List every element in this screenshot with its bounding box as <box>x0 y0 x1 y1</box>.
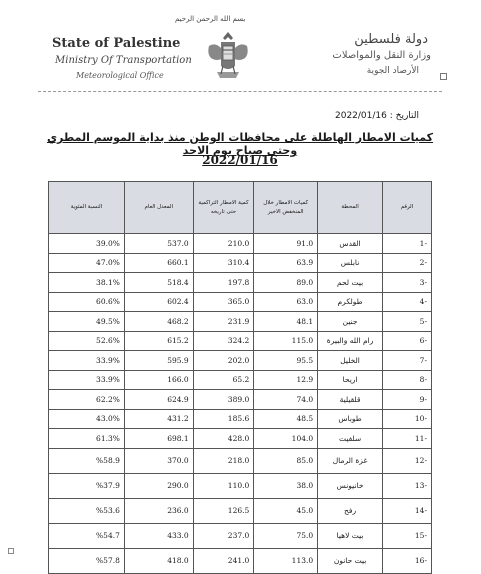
cumulative-value: 231.9 <box>193 312 254 332</box>
average-value: 660.1 <box>124 253 193 273</box>
average-value: 418.0 <box>124 548 193 573</box>
table-row <box>49 523 432 548</box>
station-name: غزة الرمال <box>318 448 383 473</box>
last-depression-value: 38.0 <box>254 473 318 498</box>
table-row <box>49 351 432 371</box>
row-index: -13 <box>382 473 431 498</box>
row-index: -16 <box>382 548 431 573</box>
last-depression-value: 85.0 <box>254 448 318 473</box>
station-name: طولكرم <box>318 292 383 312</box>
column-header-index: الرقم <box>382 182 431 234</box>
basmala-text: بسم الله الرحمن الرحيم <box>175 15 246 23</box>
last-depression-value: 115.0 <box>254 331 318 351</box>
table-row <box>49 498 432 523</box>
percentage-value: 39.0% <box>49 234 125 254</box>
cumulative-value: 324.2 <box>193 331 254 351</box>
station-name: نابلس <box>318 253 383 273</box>
row-index: -15 <box>382 523 431 548</box>
percentage-value: 33.9% <box>49 370 125 390</box>
cumulative-value: 197.8 <box>193 273 254 293</box>
column-header-percentage: النسبة المئوية <box>49 182 125 234</box>
report-heading: كميات الامطار الهاطلة على محافظات الوطن منذ بداية الموسم المطري وحتى صباح يوم الاحد <box>46 131 434 157</box>
average-value: 166.0 <box>124 370 193 390</box>
percentage-value: 62.2% <box>49 390 125 410</box>
station-name: طوباس <box>318 409 383 429</box>
station-name: قلقيلية <box>318 390 383 410</box>
percentage-value: %54.7 <box>49 523 125 548</box>
arabic-ministry-name: وزارة النقل والمواصلات <box>332 50 431 61</box>
row-index: -9 <box>382 390 431 410</box>
row-index: -11 <box>382 429 431 449</box>
cumulative-value: 389.0 <box>193 390 254 410</box>
row-index: -10 <box>382 409 431 429</box>
last-depression-value: 63.0 <box>254 292 318 312</box>
english-ministry-name: Ministry Of Transportation <box>55 55 192 66</box>
cumulative-value: 126.5 <box>193 498 254 523</box>
station-name: القدس <box>318 234 383 254</box>
last-depression-value: 45.0 <box>254 498 318 523</box>
cumulative-value: 110.0 <box>193 473 254 498</box>
station-name: خانيونس <box>318 473 383 498</box>
average-value: 602.4 <box>124 292 193 312</box>
average-value: 615.2 <box>124 331 193 351</box>
percentage-value: 33.9% <box>49 351 125 371</box>
cumulative-value: 237.0 <box>193 523 254 548</box>
column-header-station: المحطة <box>318 182 383 234</box>
row-index: -3 <box>382 273 431 293</box>
percentage-value: 60.6% <box>49 292 125 312</box>
average-value: 370.0 <box>124 448 193 473</box>
percentage-value: 43.0% <box>49 409 125 429</box>
average-value: 518.4 <box>124 273 193 293</box>
table-row <box>49 312 432 332</box>
percentage-value: 38.1% <box>49 273 125 293</box>
last-depression-value: 75.0 <box>254 523 318 548</box>
percentage-value: 61.3% <box>49 429 125 449</box>
percentage-value: %58.9 <box>49 448 125 473</box>
last-depression-value: 104.0 <box>254 429 318 449</box>
table-row <box>49 253 432 273</box>
percentage-value: 52.6% <box>49 331 125 351</box>
average-value: 468.2 <box>124 312 193 332</box>
row-index: -1 <box>382 234 431 254</box>
table-row <box>49 331 432 351</box>
last-depression-value: 48.1 <box>254 312 318 332</box>
row-index: -2 <box>382 253 431 273</box>
table-row <box>49 409 432 429</box>
row-index: -14 <box>382 498 431 523</box>
percentage-value: %57.8 <box>49 548 125 573</box>
average-value: 595.9 <box>124 351 193 371</box>
average-value: 431.2 <box>124 409 193 429</box>
cumulative-value: 365.0 <box>193 292 254 312</box>
expand-box-icon[interactable] <box>440 73 447 80</box>
station-name: بيت لاهيا <box>318 523 383 548</box>
average-value: 290.0 <box>124 473 193 498</box>
table-row <box>49 548 432 573</box>
row-index: -7 <box>382 351 431 371</box>
last-depression-value: 113.0 <box>254 548 318 573</box>
station-name: الخليل <box>318 351 383 371</box>
cumulative-value: 310.4 <box>193 253 254 273</box>
station-name: جنين <box>318 312 383 332</box>
last-depression-value: 95.5 <box>254 351 318 371</box>
cumulative-value: 65.2 <box>193 370 254 390</box>
arabic-office-name: الأرصاد الجوية <box>366 66 419 76</box>
table-row <box>49 473 432 498</box>
percentage-value: 49.5% <box>49 312 125 332</box>
cumulative-value: 210.0 <box>193 234 254 254</box>
average-value: 236.0 <box>124 498 193 523</box>
row-index: -4 <box>382 292 431 312</box>
column-header-cumulative: كمية الامطار التراكمية حتى تاريخه <box>193 182 254 234</box>
row-index: -8 <box>382 370 431 390</box>
station-name: رفح <box>318 498 383 523</box>
arabic-state-title: دولة فلسطين <box>354 32 428 47</box>
row-index: -6 <box>382 331 431 351</box>
column-header-average: المعدل العام <box>124 182 193 234</box>
report-heading-date: 2022/01/16 <box>202 153 278 167</box>
station-name: بيت حانون <box>318 548 383 573</box>
cumulative-value: 241.0 <box>193 548 254 573</box>
average-value: 537.0 <box>124 234 193 254</box>
station-name: رام الله والبيرة <box>318 331 383 351</box>
english-office-name: Meteorological Office <box>76 71 164 80</box>
table-row <box>49 292 432 312</box>
last-depression-value: 89.0 <box>254 273 318 293</box>
english-state-title: State of Palestine <box>52 36 181 51</box>
percentage-value: %37.9 <box>49 473 125 498</box>
column-header-last-depression: كميات الامطار خلال المنخفض الاخير <box>254 182 318 234</box>
station-name: اريحا <box>318 370 383 390</box>
table-row <box>49 448 432 473</box>
last-depression-value: 48.5 <box>254 409 318 429</box>
average-value: 433.0 <box>124 523 193 548</box>
table-row <box>49 234 432 254</box>
row-index: -5 <box>382 312 431 332</box>
report-date: التاريخ : 2022/01/16 <box>335 111 419 121</box>
table-row <box>49 273 432 293</box>
average-value: 624.9 <box>124 390 193 410</box>
last-depression-value: 74.0 <box>254 390 318 410</box>
last-depression-value: 12.9 <box>254 370 318 390</box>
row-index: -12 <box>382 448 431 473</box>
table-row <box>49 370 432 390</box>
cumulative-value: 202.0 <box>193 351 254 371</box>
average-value: 698.1 <box>124 429 193 449</box>
station-name: سلفيت <box>318 429 383 449</box>
cumulative-value: 185.6 <box>193 409 254 429</box>
table-row <box>49 429 432 449</box>
palestine-eagle-emblem-icon <box>205 28 251 84</box>
cumulative-value: 428.0 <box>193 429 254 449</box>
percentage-value: %53.6 <box>49 498 125 523</box>
header-divider <box>38 91 442 92</box>
cumulative-value: 218.0 <box>193 448 254 473</box>
last-depression-value: 91.0 <box>254 234 318 254</box>
rainfall-table <box>48 181 432 574</box>
station-name: بيت لحم <box>318 273 383 293</box>
table-header-row <box>49 182 432 234</box>
percentage-value: 47.0% <box>49 253 125 273</box>
table-row <box>49 390 432 410</box>
page-corner-marker <box>8 548 14 554</box>
last-depression-value: 63.9 <box>254 253 318 273</box>
